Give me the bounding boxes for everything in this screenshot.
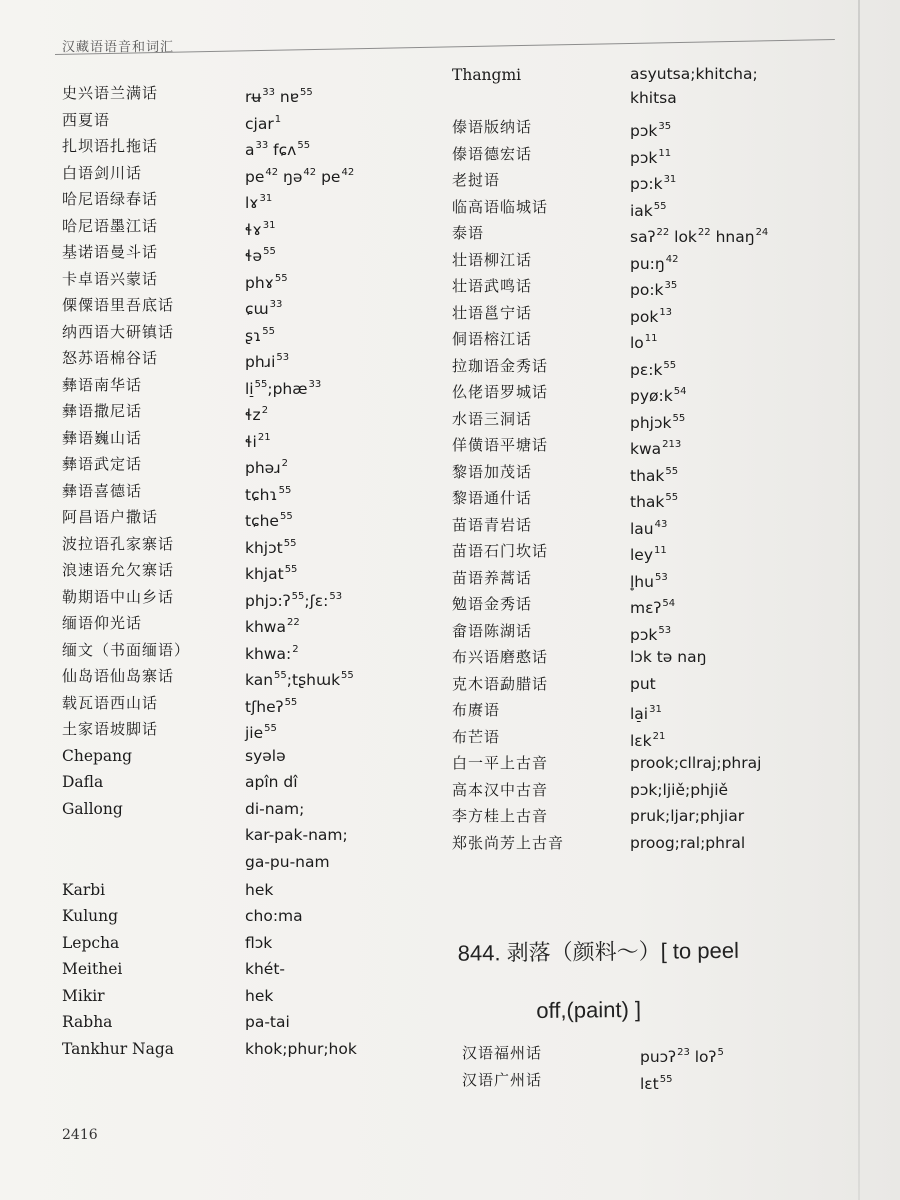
- entry-row: [62, 584, 432, 611]
- language-name: 壮语邕宁话: [452, 303, 533, 322]
- word-form: syələ: [245, 746, 286, 765]
- language-name: 傈僳语里吾底话: [62, 296, 175, 314]
- language-name: 郑张尚芳上古音: [452, 833, 565, 852]
- entry-row: [62, 822, 432, 849]
- tone-number: 33: [308, 378, 322, 390]
- tone-number: 53: [654, 571, 668, 583]
- word-form: lau$^{43}$: [630, 518, 668, 538]
- word-form: khwa:$^2$: [245, 643, 299, 663]
- entry-row: [452, 777, 822, 804]
- tone-number: 55: [274, 670, 287, 681]
- language-name: 侗语榕江话: [452, 330, 533, 348]
- tone-number: 55: [665, 492, 679, 503]
- page-fold-shadow: [858, 0, 860, 1200]
- language-name: Chepang: [62, 746, 133, 765]
- word-form: thak$^{55}$: [630, 465, 679, 485]
- word-form: ɬz$^2$: [245, 405, 269, 424]
- entry-row: [62, 478, 432, 505]
- entry-row: [62, 610, 432, 637]
- word-form: li̠$^{55}$;phæ$^{33}$: [245, 378, 322, 398]
- word-form: ɬə$^{55}$: [245, 246, 276, 265]
- tone-number: 5: [717, 1047, 724, 1058]
- language-name: 勒期语中山乡话: [62, 587, 175, 606]
- entry-row: [452, 671, 822, 698]
- word-form: lɤ$^{31}$: [245, 193, 273, 212]
- tone-number: 35: [658, 121, 672, 132]
- language-name: 苗语石门坎话: [452, 542, 549, 560]
- word-form: pa-tai: [245, 1013, 290, 1031]
- tone-number: 42: [665, 253, 679, 265]
- word-form: pɔk$^{35}$: [630, 121, 672, 140]
- language-name: 哈尼语墨江话: [62, 216, 159, 235]
- tone-number: 31: [649, 704, 662, 715]
- word-form: phəɹ$^2$: [245, 458, 288, 477]
- language-name: 黎语通什话: [452, 489, 533, 507]
- entry-row: [452, 114, 822, 141]
- language-name: 苗语养蒿话: [452, 568, 533, 587]
- tone-number: 33: [255, 140, 269, 151]
- language-name: Rabha: [62, 1013, 113, 1031]
- word-form: mɛʔ$^{54}$: [630, 598, 676, 617]
- tone-number: 53: [276, 352, 290, 363]
- word-form: hek: [245, 986, 274, 1005]
- entry-row: [62, 983, 432, 1010]
- tone-number: 42: [303, 166, 317, 178]
- entry-row: [62, 398, 432, 425]
- language-name: 水语三洞话: [452, 409, 533, 428]
- word-form: $pe^{42}$ ŋə$^{42}$ $pe^{42}$: [245, 166, 355, 186]
- word-form: asyutsa;khitcha; khitsa: [630, 65, 758, 107]
- language-name: Karbi: [62, 880, 106, 899]
- tone-number: 54: [673, 386, 687, 397]
- language-name: 仫佬语罗城话: [452, 383, 549, 401]
- language-name: Gallong: [62, 799, 123, 818]
- entry-row: [62, 557, 432, 584]
- tone-number: 54: [662, 598, 676, 609]
- entry-row: [62, 531, 432, 558]
- entry-row: [452, 432, 822, 459]
- language-name: Thangmi: [452, 66, 522, 84]
- word-form: $pɛ:k^{55}$: [630, 359, 677, 379]
- tone-number: 21: [257, 431, 271, 443]
- tone-number: 24: [755, 227, 769, 238]
- entry-row: [62, 292, 432, 319]
- entry-row: [452, 512, 822, 539]
- language-name: 彝语撒尼话: [62, 402, 143, 420]
- entry-row: [62, 451, 432, 478]
- language-name: Meithei: [62, 960, 123, 978]
- word-form: pɔk;ljiě;phjiě: [630, 780, 729, 799]
- entry-row: [62, 345, 432, 372]
- tone-number: 35: [664, 280, 678, 291]
- word-form: kar-pak-nam;: [245, 826, 348, 844]
- entry-row: [62, 319, 432, 346]
- entry-row: [62, 849, 432, 877]
- word-form: put: [630, 674, 656, 693]
- word-form: khét-: [245, 960, 286, 978]
- tone-number: 55: [672, 412, 686, 424]
- word-form: lɛk$^{21}$: [630, 730, 666, 750]
- language-name: 彝语武定话: [62, 455, 143, 473]
- word-form: kwa$^{213}$: [630, 439, 682, 458]
- word-form: jie$^{55}$: [245, 723, 277, 742]
- word-form: rʉ$^{33}$ nɐ$^{55}$: [245, 87, 313, 106]
- tone-number: 1: [274, 113, 282, 125]
- tone-number: 55: [300, 87, 313, 98]
- language-name: 布兴语磨憨话: [452, 648, 549, 666]
- entry-row: [62, 903, 432, 930]
- entry-row: [62, 239, 432, 266]
- entry-row: [452, 591, 822, 618]
- word-form: cho:ma: [245, 907, 303, 925]
- entry-row: [452, 300, 822, 327]
- language-name: 克木语勐腊话: [452, 674, 549, 693]
- entry-row: [62, 690, 432, 717]
- entry-row: [62, 956, 432, 983]
- word-form: pruk;ljar;phjiar: [630, 807, 745, 825]
- word-form: proog;ral;phral: [630, 833, 746, 852]
- entry-row: [452, 353, 822, 380]
- right-entry-column: [452, 62, 822, 856]
- entry-row: [452, 167, 822, 194]
- entry-row: [452, 565, 822, 592]
- entry-row: [62, 637, 432, 664]
- entry-row: [62, 266, 432, 293]
- tone-number: 55: [659, 1073, 673, 1085]
- word-form: ga-pu-nam: [245, 852, 330, 871]
- tone-number: 2: [281, 458, 288, 469]
- word-form: khwa$^{22}$: [245, 617, 300, 636]
- language-name: Lepcha: [62, 933, 120, 952]
- language-name: 彝语喜德话: [62, 481, 143, 500]
- entry-row: [62, 930, 432, 957]
- tone-number: 55: [263, 246, 276, 257]
- word-form: hek: [245, 880, 274, 899]
- word-form: di-nam;: [245, 799, 305, 818]
- entry-row: [452, 273, 822, 300]
- entry-row: [62, 769, 432, 796]
- word-form: $l̥hu^{53}$: [630, 571, 668, 591]
- entry-row: [452, 406, 822, 433]
- tone-number: 55: [341, 670, 354, 681]
- language-name: 傣语版纳话: [452, 118, 533, 136]
- language-name: 黎语加茂话: [452, 462, 533, 481]
- entry-row: [62, 1009, 432, 1036]
- word-form: $la̠i^{31}$: [630, 704, 662, 723]
- word-form: phjɔk$^{55}$: [630, 412, 686, 432]
- language-name: 老挝语: [452, 171, 501, 189]
- tone-number: 13: [659, 306, 673, 318]
- entry-row: [452, 803, 822, 830]
- tone-number: 55: [262, 325, 276, 337]
- section-heading-line2: off,(paint) ]: [536, 996, 642, 1023]
- word-form: puɔʔ$^{23}$ loʔ$^5$: [640, 1047, 724, 1066]
- language-name: 佯僙语平塘话: [452, 436, 549, 454]
- word-form: apîn dî: [245, 773, 298, 791]
- tone-number: 55: [278, 484, 292, 496]
- tone-number: 21: [652, 730, 666, 742]
- language-name: 泰语: [452, 224, 485, 242]
- language-name: 波拉语孔家寨话: [62, 534, 175, 553]
- language-name: 李方桂上古音: [452, 807, 549, 825]
- entry-row: [452, 750, 822, 777]
- entry-row: [452, 247, 822, 274]
- tone-number: 43: [654, 518, 668, 530]
- tone-number: 22: [697, 227, 711, 238]
- word-form: khjat$^{55}$: [245, 564, 298, 583]
- entry-row: [452, 538, 822, 565]
- tone-number: 2: [261, 405, 269, 416]
- tone-number: 22: [286, 617, 300, 628]
- tone-number: 53: [329, 590, 343, 602]
- language-name: 扎坝语扎拖话: [62, 137, 159, 155]
- tone-number: 55: [279, 511, 293, 522]
- word-form: khok;phur;hok: [245, 1039, 357, 1058]
- entry-row: [452, 618, 822, 645]
- word-form: cjar$^1$: [245, 113, 282, 133]
- tone-number: 53: [658, 624, 672, 636]
- tone-number: 33: [262, 87, 275, 98]
- entry-row: [452, 724, 822, 751]
- word-form: lɛt$^{55}$: [640, 1073, 673, 1093]
- tone-number: 22: [656, 227, 670, 238]
- language-name: Kulung: [62, 907, 119, 925]
- word-form: pɔk$^{53}$: [630, 624, 672, 644]
- entry-row: [452, 697, 822, 724]
- entry-row: [62, 796, 432, 823]
- word-form: $pu:ŋ^{42}$: [630, 253, 679, 273]
- language-name: 浪速语允欠寨话: [62, 561, 175, 579]
- word-form: $pɔ:k^{31}$: [630, 174, 677, 193]
- entry-row: [462, 1067, 832, 1094]
- section-844-entries: [462, 1040, 832, 1093]
- language-name: 汉语福州话: [462, 1044, 543, 1062]
- page-number: 2416: [62, 1127, 98, 1143]
- tone-number: 55: [284, 696, 298, 708]
- language-name: 布芒语: [452, 727, 501, 746]
- word-form: lɔk tə naŋ: [630, 648, 707, 666]
- language-name: 阿昌语户撒话: [62, 508, 159, 526]
- entry-row: [62, 133, 432, 160]
- language-name: 勉语金秀话: [452, 595, 533, 613]
- tone-number: 55: [283, 537, 297, 549]
- word-form: $a^{33}$ fɕʌ$^{55}$: [245, 140, 311, 159]
- entry-row: [62, 504, 432, 531]
- entry-row: [62, 1036, 432, 1063]
- entry-row: [62, 877, 432, 904]
- entry-row: [452, 485, 822, 512]
- entry-row: [452, 830, 822, 857]
- word-form: saʔ$^{22}$ lok$^{22}$ hnaŋ$^{24}$: [630, 227, 769, 246]
- entry-row: [452, 194, 822, 221]
- tone-number: 33: [269, 299, 283, 310]
- entry-row: [62, 425, 432, 452]
- word-form: phɹi$^{53}$: [245, 352, 290, 371]
- tone-number: 11: [654, 545, 667, 556]
- language-name: 史兴语兰满话: [62, 84, 159, 102]
- tone-number: 55: [291, 590, 305, 602]
- tone-number: 11: [644, 333, 658, 344]
- tone-number: 55: [665, 465, 679, 477]
- entry-row: [452, 644, 822, 671]
- word-form: tɕhɿ$^{55}$: [245, 484, 292, 504]
- entry-row: [62, 186, 432, 213]
- word-form: ɬɤ$^{31}$: [245, 219, 276, 239]
- language-name: 汉语广州话: [462, 1070, 543, 1089]
- language-name: 土家语坡脚话: [62, 720, 159, 738]
- language-name: 彝语南华话: [62, 375, 143, 394]
- word-form: $lo^{11}$: [630, 333, 658, 352]
- word-form: iak$^{55}$: [630, 200, 667, 220]
- language-name: 拉珈语金秀话: [452, 356, 549, 375]
- word-form: khjɔt$^{55}$: [245, 537, 297, 557]
- language-name: 畲语陈湖话: [452, 621, 533, 640]
- entry-row: [62, 372, 432, 399]
- left-entry-column: [62, 80, 432, 1062]
- word-form: pok$^{13}$: [630, 306, 673, 326]
- language-name: 苗语青岩话: [452, 515, 533, 534]
- language-name: 西夏语: [62, 110, 111, 129]
- language-name: 怒苏语棉谷话: [62, 349, 159, 367]
- tone-number: 213: [662, 439, 682, 450]
- language-name: 纳西语大研镇话: [62, 322, 175, 341]
- language-name: 彝语巍山话: [62, 428, 143, 447]
- word-form: phɤ$^{55}$: [245, 272, 288, 292]
- tone-number: 55: [254, 378, 268, 390]
- section-heading-844: [457, 926, 798, 1036]
- tone-number: 55: [284, 564, 298, 575]
- entry-row: [452, 459, 822, 486]
- language-name: 高本汉中古音: [452, 780, 549, 799]
- language-name: 布赓语: [452, 701, 501, 719]
- tone-number: 55: [653, 200, 667, 212]
- entry-row: [62, 107, 432, 134]
- word-form: ley$^{11}$: [630, 545, 667, 564]
- language-name: 卡卓语兴蒙话: [62, 269, 159, 288]
- entry-row: [62, 663, 432, 690]
- language-name: 白语剑川话: [62, 163, 143, 182]
- language-name: 壮语武鸣话: [452, 277, 533, 295]
- running-header: 汉藏语语音和词汇: [62, 40, 175, 55]
- language-name: 缅文（书面缅语）: [62, 640, 191, 659]
- word-form: ɕɯ$^{33}$: [245, 299, 283, 318]
- language-name: Mikir: [62, 986, 105, 1005]
- language-name: Tankhur Naga: [62, 1039, 175, 1058]
- tone-number: 31: [262, 219, 276, 231]
- entry-row: [62, 80, 432, 107]
- tone-number: 31: [663, 174, 677, 185]
- section-heading-line1: 844. 剥落（颜料～）[ to peel: [457, 937, 740, 966]
- word-form: flɔk: [245, 933, 273, 952]
- entry-row: [62, 213, 432, 240]
- tone-number: 55: [264, 723, 277, 734]
- language-name: 傣语德宏话: [452, 144, 533, 163]
- entry-row: [452, 326, 822, 353]
- word-form: tɕhe$^{55}$: [245, 511, 293, 530]
- language-name: 仙岛语仙岛寨话: [62, 667, 175, 685]
- language-name: 缅语仰光话: [62, 614, 143, 632]
- word-form: phjɔ:ʔ$^{55}$;ʃɛ:$^{53}$: [245, 590, 343, 610]
- language-name: 临高语临城话: [452, 197, 549, 216]
- word-form: thak$^{55}$: [630, 492, 679, 511]
- word-form: kan$^{55}$;tʂhɯk$^{55}$: [245, 670, 354, 689]
- tone-number: 55: [663, 359, 677, 371]
- tone-number: 11: [658, 147, 672, 159]
- language-name: 哈尼语绿春话: [62, 190, 159, 208]
- entry-row: [452, 379, 822, 406]
- word-form: prook;cllraj;phraj: [630, 754, 762, 772]
- entry-row: [62, 160, 432, 187]
- tone-number: 31: [259, 193, 273, 204]
- entry-row: [452, 141, 822, 168]
- tone-number: 55: [297, 140, 311, 151]
- word-form: ɬi$^{21}$: [245, 431, 271, 451]
- language-name: 白一平上古音: [452, 754, 549, 772]
- tone-number: 42: [341, 166, 355, 178]
- tone-number: 42: [265, 166, 279, 178]
- word-form: pɔk$^{11}$: [630, 147, 672, 167]
- tone-number: 23: [677, 1047, 690, 1058]
- word-form: tʃheʔ$^{55}$: [245, 696, 298, 716]
- word-form: $po:k^{35}$: [630, 280, 678, 299]
- language-name: 载瓦语西山话: [62, 693, 159, 712]
- entry-row: [452, 62, 822, 114]
- entry-row: [62, 743, 432, 770]
- word-form: $pyø:k^{54}$: [630, 386, 687, 405]
- language-name: 基诺语曼斗话: [62, 243, 159, 261]
- language-name: 壮语柳江话: [452, 250, 533, 269]
- entry-row: [62, 716, 432, 743]
- entry-row: [462, 1040, 832, 1067]
- language-name: Dafla: [62, 773, 104, 791]
- tone-number: 55: [274, 272, 288, 284]
- tone-number: 2: [292, 643, 299, 655]
- word-form: ʂɿ$^{55}$: [245, 325, 276, 345]
- entry-row: [452, 220, 822, 247]
